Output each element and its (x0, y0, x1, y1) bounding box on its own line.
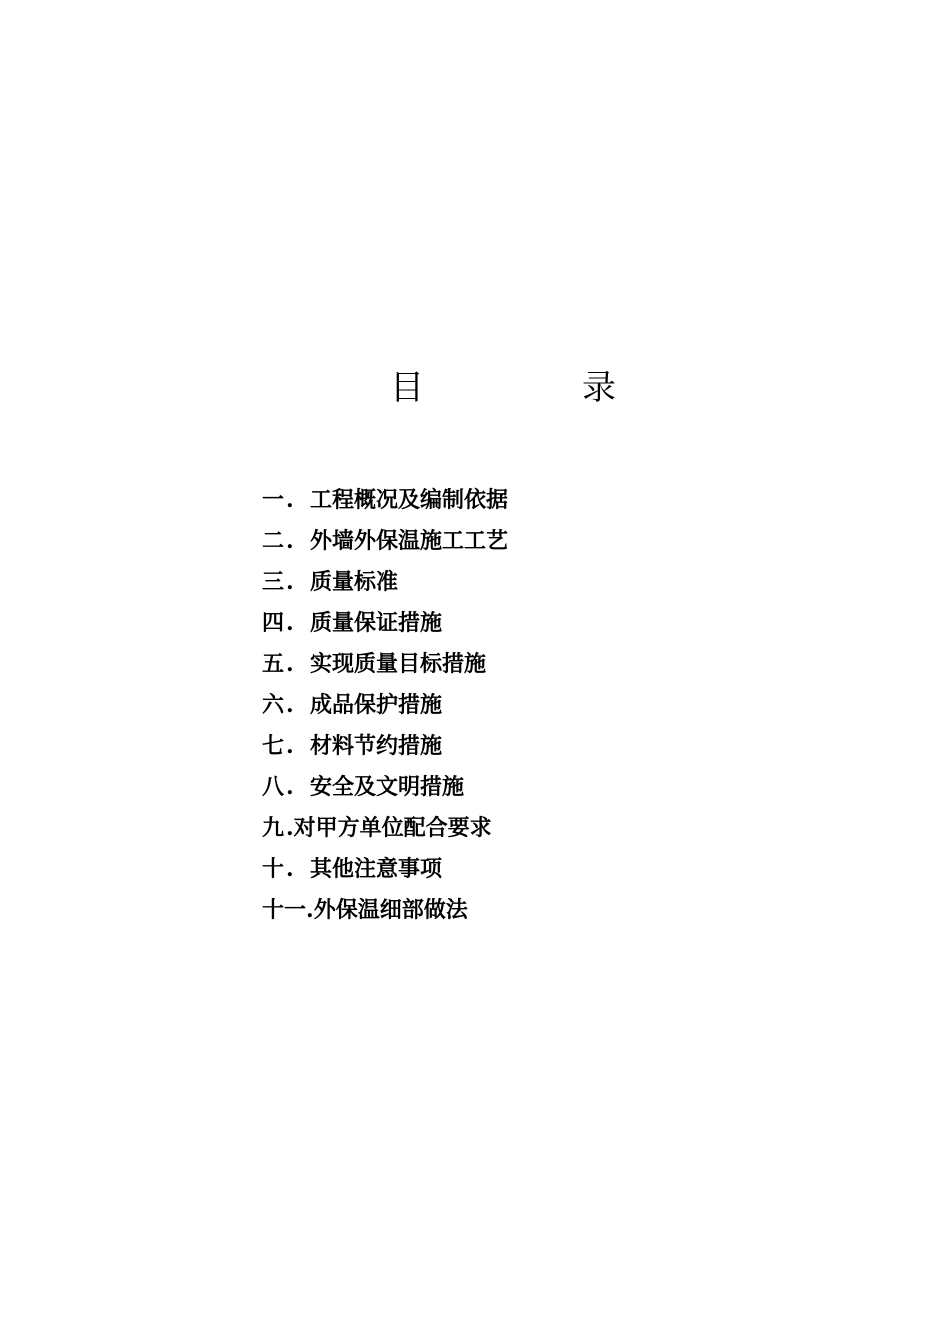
toc-entry-number: 六 (262, 692, 285, 718)
toc-entry-text: 外保温细部做法 (313, 897, 468, 923)
toc-entry-separator: . (286, 815, 294, 841)
toc-entry-number: 七 (262, 733, 285, 759)
toc-entry-separator: . (286, 651, 294, 677)
toc-entry-separator: . (306, 897, 314, 923)
toc-heading (0, 366, 950, 410)
toc-entry-number: 二 (262, 528, 285, 554)
toc-entry-number: 三 (262, 569, 285, 595)
toc-entry-11 (262, 892, 682, 933)
toc-entry-3 (262, 564, 682, 605)
toc-entry-7 (262, 728, 682, 769)
table-of-contents (262, 482, 682, 933)
toc-entry-10 (262, 851, 682, 892)
toc-entry-text: 质量保证措施 (310, 610, 443, 636)
toc-entry-separator: . (286, 692, 294, 718)
toc-entry-separator: . (286, 774, 294, 800)
toc-entry-9 (262, 810, 682, 851)
toc-entry-text: 工程概况及编制依据 (310, 487, 509, 513)
toc-entry-text: 安全及文明措施 (310, 774, 465, 800)
toc-entry-number: 十一 (262, 897, 307, 923)
toc-entry-text: 外墙外保温施工工艺 (310, 528, 509, 554)
toc-entry-number: 一 (262, 487, 285, 513)
toc-entry-number: 四 (262, 610, 285, 636)
toc-entry-number: 五 (262, 651, 285, 677)
toc-entry-8 (262, 769, 682, 810)
toc-entry-number: 八 (262, 774, 285, 800)
toc-entry-text: 对甲方单位配合要求 (293, 815, 492, 841)
toc-entry-2 (262, 523, 682, 564)
toc-entry-4 (262, 605, 682, 646)
toc-entry-5 (262, 646, 682, 687)
toc-entry-text: 其他注意事项 (310, 856, 443, 882)
toc-entry-number: 十 (262, 856, 285, 882)
toc-entry-separator: . (286, 569, 294, 595)
toc-entry-separator: . (286, 487, 294, 513)
toc-entry-text: 成品保护措施 (310, 692, 443, 718)
toc-entry-separator: . (286, 733, 294, 759)
toc-entry-6 (262, 687, 682, 728)
toc-entry-text: 质量标准 (310, 569, 399, 595)
toc-entry-separator: . (286, 528, 294, 554)
toc-heading-char-1: 目 (390, 368, 424, 408)
toc-entry-text: 实现质量目标措施 (310, 651, 487, 677)
toc-heading-char-2: 录 (582, 368, 616, 408)
toc-entry-number: 九 (262, 815, 285, 841)
toc-entry-separator: . (286, 856, 294, 882)
toc-entry-separator: . (286, 610, 294, 636)
toc-entry-text: 材料节约措施 (310, 733, 443, 759)
toc-entry-1 (262, 482, 682, 523)
